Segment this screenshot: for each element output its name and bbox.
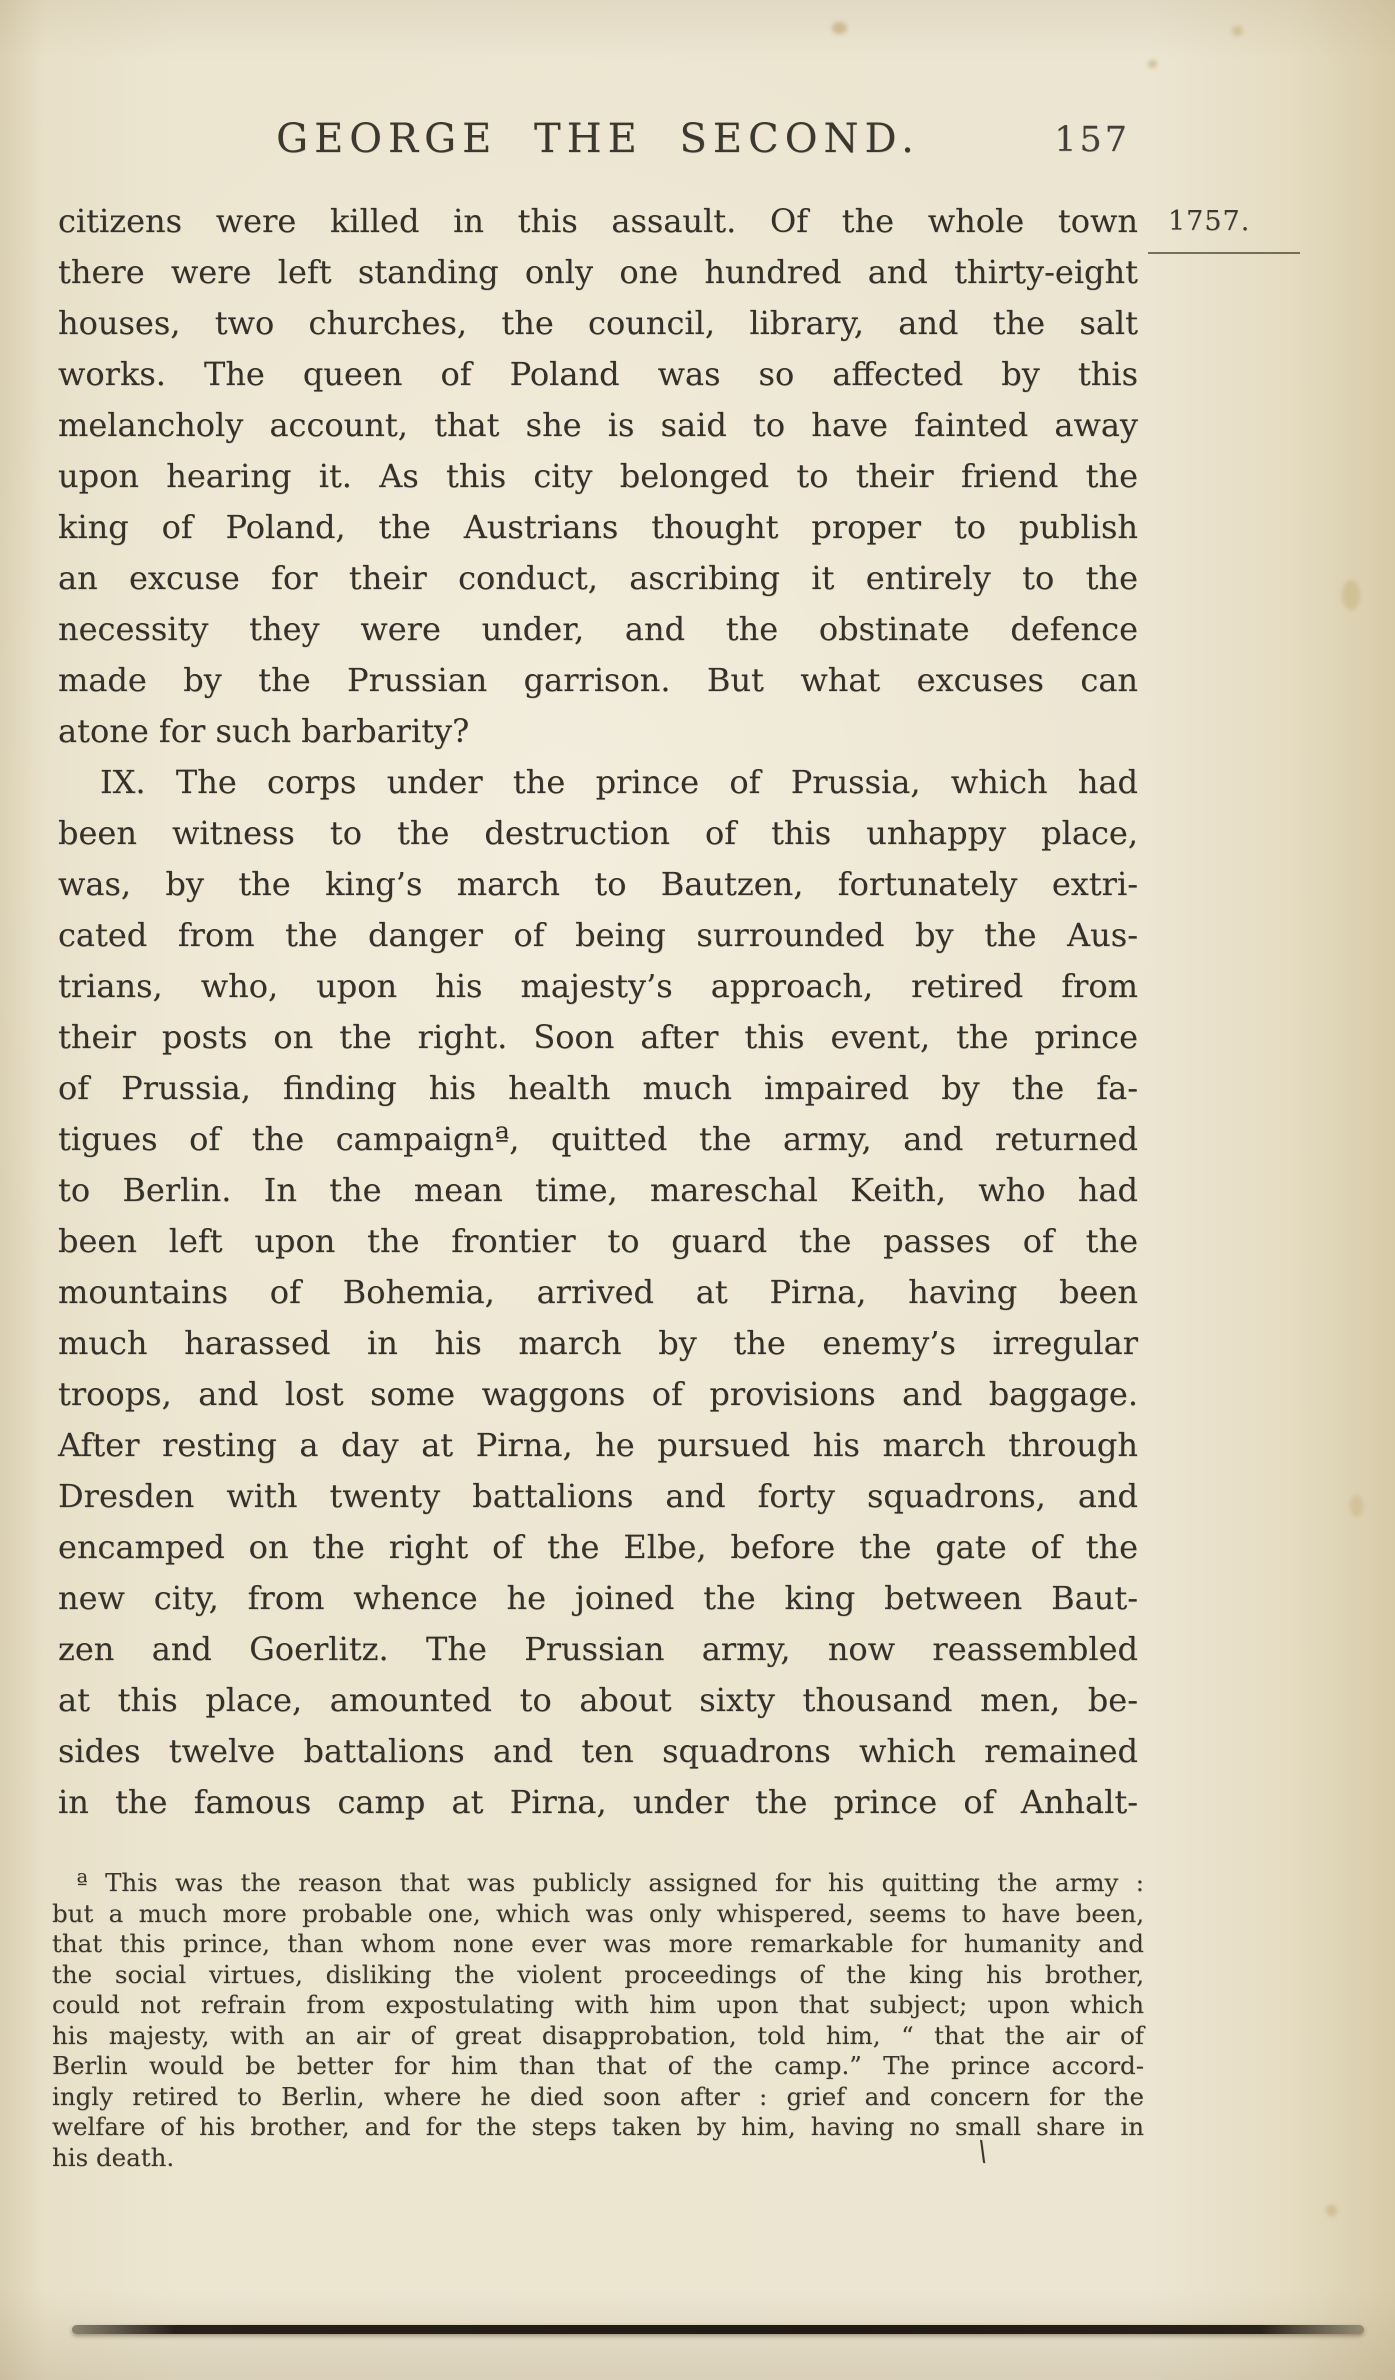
foxing-stain: [1350, 1495, 1363, 1517]
page-edge-shadow: [72, 2325, 1364, 2334]
text-line: new city, from whence he joined the king between Baut-: [58, 1579, 1138, 1617]
text-line: encamped on the right of the Elbe, before the gate of the: [58, 1528, 1138, 1566]
foxing-stain: [832, 22, 847, 34]
text-line: upon hearing it. As this city belonged to their friend the: [58, 457, 1138, 495]
footnote-line: ingly retired to Berlin, where he died soon after : grief and concern for the: [52, 2081, 1144, 2111]
text-line: there were left standing only one hundred and thirty-eight: [58, 253, 1138, 291]
page-header: [58, 116, 1138, 172]
text-line: been witness to the destruction of this unhappy place,: [58, 814, 1138, 852]
text-line: in the famous camp at Pirna, under the prince of Anhalt-: [58, 1783, 1138, 1821]
foxing-stain: [1326, 2205, 1337, 2216]
text-line: After resting a day at Pirna, he pursued his march through: [58, 1426, 1138, 1464]
footnote-line: Berlin would be better for him than that of the camp.” The prince accord-: [52, 2051, 1144, 2080]
footnote-line: welfare of his brother, and for the steps taken by him, having no small share in: [52, 2112, 1144, 2141]
text-line: their posts on the right. Soon after this event, the prince: [58, 1018, 1138, 1056]
footnote-line: the social virtues, disliking the violent proceedings of the king his brother,: [52, 1959, 1144, 1989]
text-line: zen and Goerlitz. The Prussian army, now reassembled: [58, 1630, 1138, 1668]
text-line: mountains of Bohemia, arrived at Pirna, having been: [58, 1273, 1138, 1311]
foxing-stain: [1342, 580, 1360, 610]
text-line: necessity they were under, and the obstinate defence: [58, 610, 1138, 648]
paragraph-2: [58, 757, 1138, 1828]
foxing-stain: [1232, 26, 1243, 36]
text-line: at this place, amounted to about sixty thousand men, be-: [58, 1681, 1138, 1719]
text-line: to Berlin. In the mean time, mareschal Keith, who had: [58, 1171, 1138, 1209]
body-text: [58, 196, 1138, 1828]
footnote-line: that this prince, than whom none ever was more remarkable for humanity and: [52, 1929, 1144, 1958]
text-line: cated from the danger of being surrounded by the Aus-: [58, 916, 1138, 954]
running-title: GEORGE THE SECOND.: [276, 116, 920, 162]
footnote-lines: [52, 1899, 1144, 2143]
paragraph-1-lines: [58, 196, 1138, 706]
text-line: much harassed in his march by the enemy’s irregular: [58, 1324, 1138, 1362]
margin-year-note: [1168, 206, 1250, 237]
text-line: tigues of the campaignª, quitted the army, and returned: [58, 1120, 1138, 1158]
margin-rule: [1148, 252, 1300, 254]
text-line: king of Poland, the Austrians thought proper to publish: [58, 508, 1138, 546]
footnote-line: his majesty, with an air of great disapprobation, told him, “ that the air of: [52, 2020, 1144, 2050]
text-line: works. The queen of Poland was so affected by this: [58, 355, 1138, 393]
text-line: IX. The corps under the prince of Prussia, which had: [100, 763, 1138, 801]
text-line: of Prussia, finding his health much impaired by the fa-: [58, 1069, 1138, 1107]
page-number: 157: [1054, 120, 1130, 160]
footnote-line: his death.: [52, 2142, 175, 2172]
text-line: been left upon the frontier to guard the passes of the: [58, 1222, 1138, 1260]
text-line: was, by the king’s march to Bautzen, fortunately extri-: [58, 865, 1138, 903]
text-line: an excuse for their conduct, ascribing it entirely to the: [58, 559, 1138, 597]
text-line: sides twelve battalions and ten squadrons which remained: [58, 1732, 1138, 1770]
text-line: made by the Prussian garrison. But what excuses can: [58, 661, 1138, 699]
footnote-line: ª This was the reason that was publicly assigned for his quitting the army :: [76, 1868, 1144, 1897]
year-label: 1757.: [1168, 206, 1251, 237]
text-line: houses, two churches, the council, library, and the salt: [58, 304, 1138, 342]
footnote-line: but a much more probable one, which was only whispered, seems to have been,: [52, 1898, 1144, 1928]
text-line: Dresden with twenty battalions and forty squadrons, and: [58, 1477, 1138, 1515]
footnote-line: could not refrain from expostulating with him upon that subject; upon which: [52, 1990, 1144, 2019]
footnote: [52, 1868, 1144, 2173]
text-line: atone for such barbarity?: [58, 712, 470, 750]
foxing-stain: [1148, 60, 1157, 68]
paragraph-1: [58, 196, 1138, 757]
text-line: citizens were killed in this assault. Of the whole town: [58, 202, 1138, 240]
paragraph-2-lines: [58, 808, 1138, 1828]
stray-ink-mark: \: [975, 2135, 990, 2168]
text-line: trians, who, upon his majesty’s approach, retired from: [58, 967, 1138, 1005]
text-line: troops, and lost some waggons of provisions and baggage.: [58, 1375, 1138, 1413]
text-line: melancholy account, that she is said to have fainted away: [58, 406, 1138, 444]
